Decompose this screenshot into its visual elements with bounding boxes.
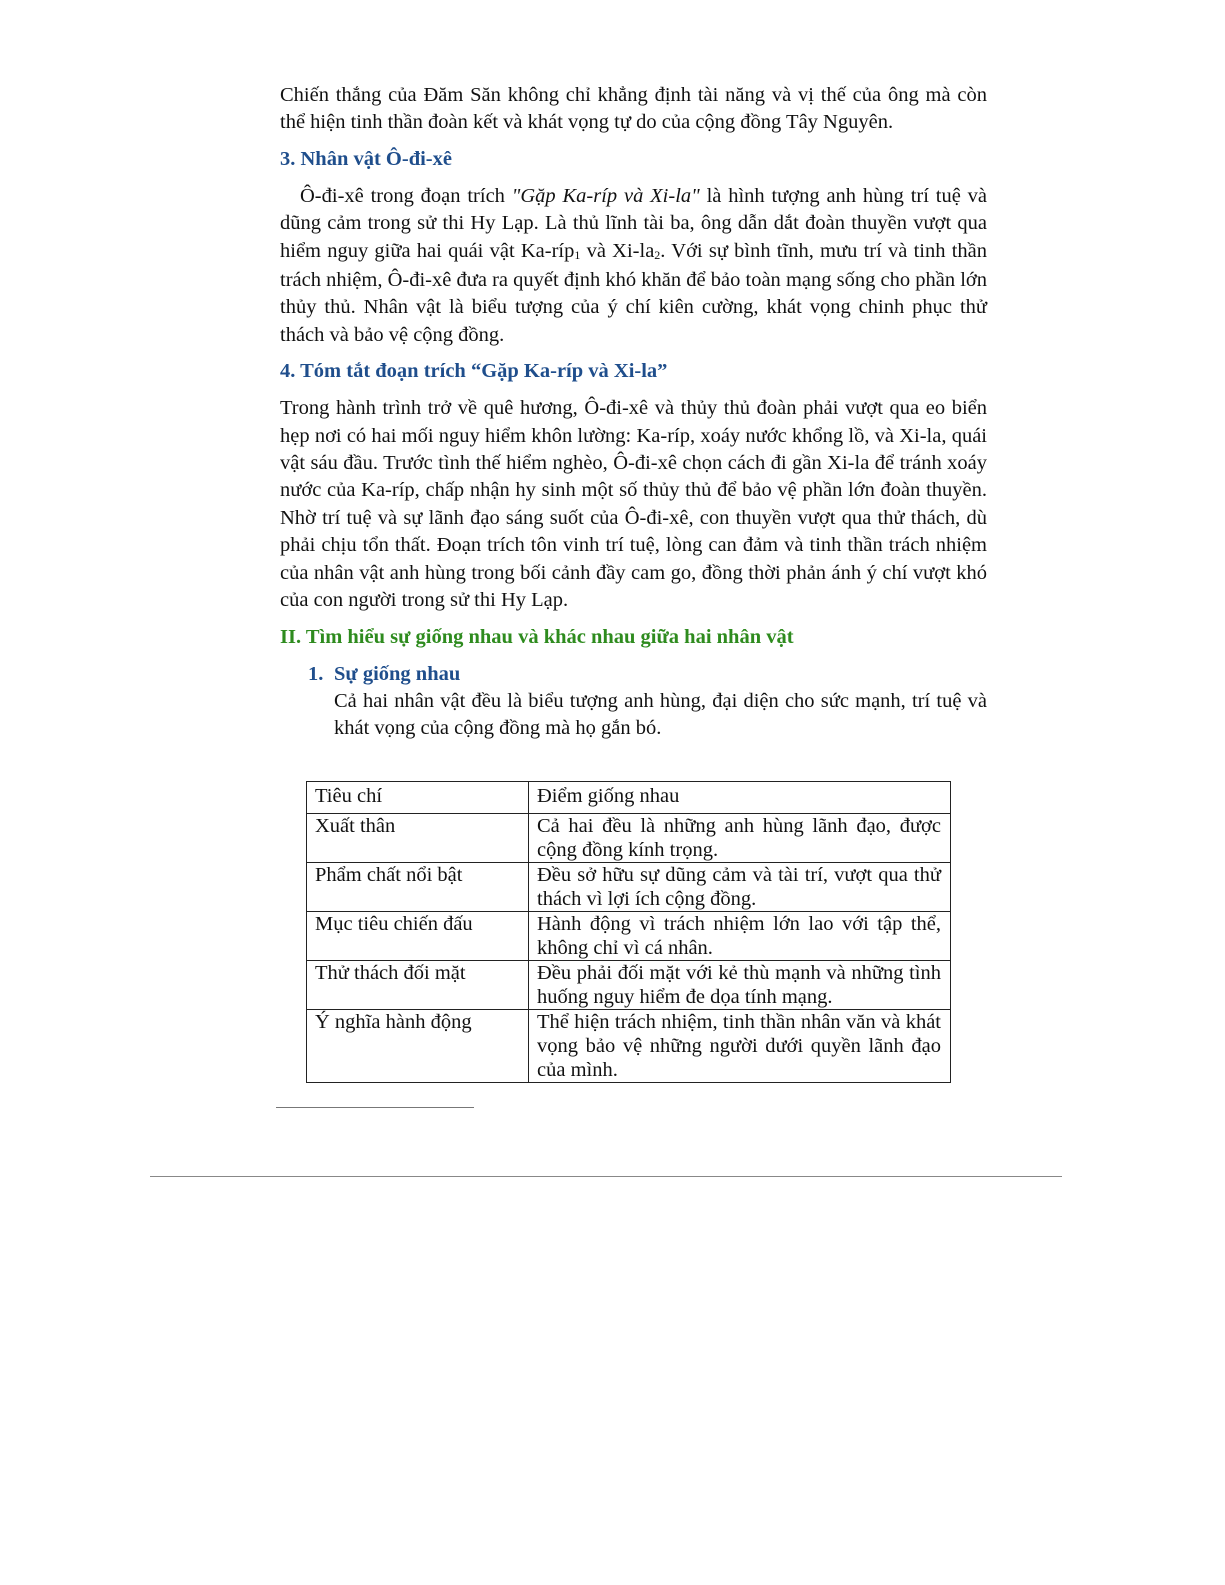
section-3-paragraph — [280, 183, 987, 349]
table-cell-criterion: Thử thách đối mặt — [307, 961, 529, 1010]
table-cell-similarity: Hành động vì trách nhiệm lớn lao với tập thể, không chỉ vì cá nhân. — [529, 912, 951, 961]
table-cell-similarity: Thể hiện trách nhiệm, tinh thần nhân văn và khát vọng bảo vệ những người dưới quyền lãnh đạo của mình. — [529, 1010, 951, 1083]
table-header-row — [307, 782, 951, 814]
table-header-cell: Điểm giống nhau — [529, 782, 951, 814]
table-cell-criterion: Phẩm chất nổi bật — [307, 863, 529, 912]
table-row — [307, 863, 951, 912]
work-title: "Gặp Ka-ríp và Xi-la" — [511, 184, 700, 207]
intro-paragraph: Chiến thắng của Đăm Săn không chỉ khẳng định tài năng và vị thế của ông mà còn thể hiện tinh thần đoàn kết và khát vọng tự do của cộng đồng Tây Nguyên. — [280, 84, 987, 134]
subsection-1-paragraph: Cả hai nhân vật đều là biểu tượng anh hùng, đại diện cho sức mạnh, trí tuệ và khát vọng của cộng đồng mà họ gắn bó. — [334, 689, 987, 739]
table-row — [307, 961, 951, 1010]
subsection-1-number: 1. — [308, 662, 324, 685]
table-cell-criterion: Mục tiêu chiến đấu — [307, 912, 529, 961]
footnote-ref-1[interactable]: 1 — [574, 247, 581, 262]
page-break-divider — [150, 1176, 1062, 1177]
footnote-ref-2[interactable]: 2 — [654, 247, 661, 262]
table-cell-similarity: Đều phải đối mặt với kẻ thù mạnh và những tình huống nguy hiểm đe dọa tính mạng. — [529, 961, 951, 1010]
footnote-separator — [276, 1107, 474, 1108]
table-row — [307, 1010, 951, 1083]
table-cell-similarity: Cả hai đều là những anh hùng lãnh đạo, được cộng đồng kính trọng. — [529, 814, 951, 863]
s3-text-before: Ô-đi-xê trong đoạn trích — [300, 184, 512, 207]
s3-text-mid1: là hình tượng anh hùng trí tuệ và dũng cảm trong sử thi Hy Lạp. Là thủ lĩnh tài ba, ông dẫn dắt đoàn thuyền vượt qua hiểm nguy giữa hai quái vật Ka-ríp — [280, 184, 987, 262]
table-cell-criterion: Xuất thân — [307, 814, 529, 863]
section-3-heading: 3. Nhân vật Ô-đi-xê — [280, 147, 452, 170]
s3-text-after: . Với sự bình tĩnh, mưu trí và tinh thần trách nhiệm, Ô-đi-xê đưa ra quyết định khó khăn để bảo toàn mạng sống cho phần lớn thủy thủ. Nhân vật là biểu tượng của ý chí kiên cường, khát vọng chinh phục thử thách và bảo vệ cộng đồng. — [280, 239, 987, 346]
table-row — [307, 814, 951, 863]
part-2-heading: II. Tìm hiểu sự giống nhau và khác nhau giữa hai nhân vật — [280, 625, 794, 648]
section-4-paragraph: Trong hành trình trở về quê hương, Ô-đi-xê và thủy thủ đoàn phải vượt qua eo biển hẹp nơi có hai mối nguy hiểm khôn lường: Ka-ríp, xoáy nước khổng lồ, và Xi-la, quái vật sáu đầu. Trước tình thế hiểm nghèo, Ô-đi-xê chọn cách đi gần Xi-la để tránh xoáy nước của Ka-ríp, chấp nhận hy sinh một số thủy thủ để bảo vệ phần lớn đoàn thuyền. Nhờ trí tuệ và sự lãnh đạo sáng suốt của Ô-đi-xê, con thuyền vượt qua thử thách, dù phải chịu tổn thất. Đoạn trích tôn vinh trí tuệ, lòng can đảm và tinh thần trách nhiệm của nhân vật anh hùng trong bối cảnh đầy cam go, đồng thời phản ánh ý chí vượt khó của con người trong sử thi Hy Lạp. — [280, 397, 987, 612]
table-row — [307, 912, 951, 961]
similarity-table — [306, 781, 951, 1083]
table-cell-similarity: Đều sở hữu sự dũng cảm và tài trí, vượt qua thử thách vì lợi ích cộng đồng. — [529, 863, 951, 912]
subsection-1-title: Sự giống nhau — [334, 662, 461, 685]
document-page — [280, 82, 987, 742]
s3-text-mid2: và Xi-la — [580, 239, 655, 262]
subsection-1-heading — [308, 661, 987, 688]
table-cell-criterion: Ý nghĩa hành động — [307, 1010, 529, 1083]
table-header-cell: Tiêu chí — [307, 782, 529, 814]
section-4-heading: 4. Tóm tắt đoạn trích “Gặp Ka-ríp và Xi-la” — [280, 360, 668, 383]
